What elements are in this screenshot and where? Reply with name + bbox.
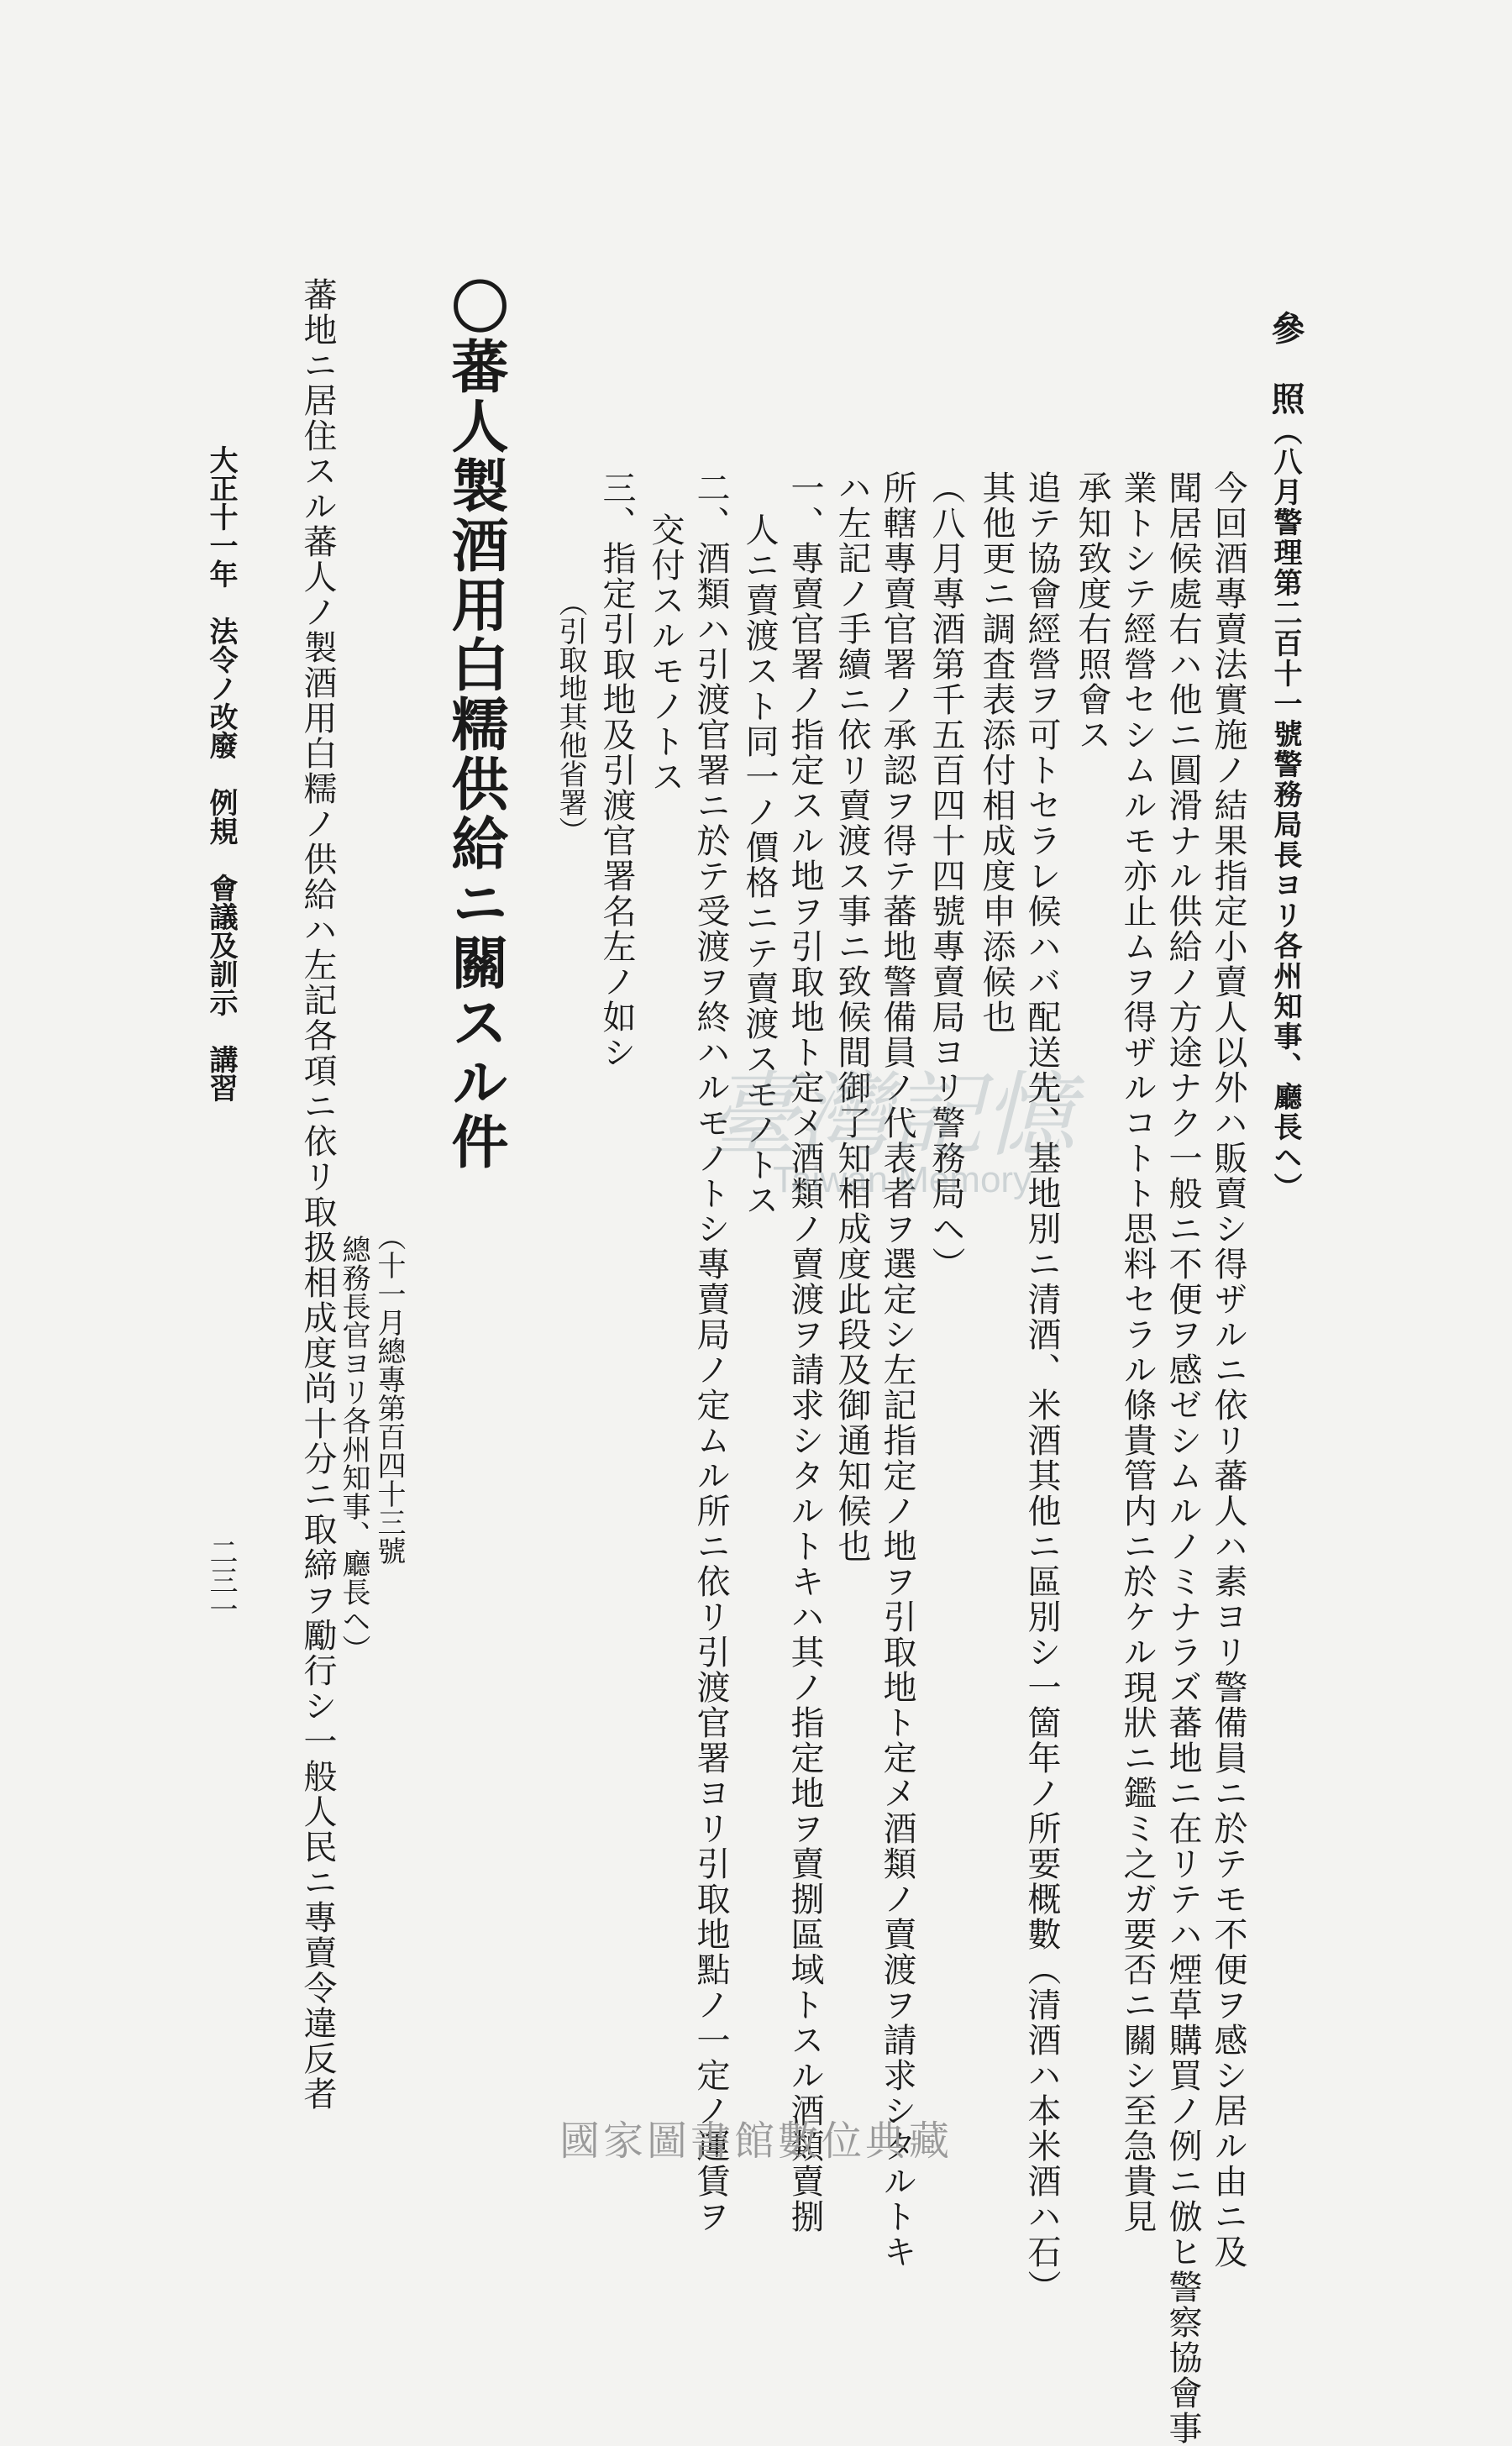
watermark-logo: 臺灣記憶 xyxy=(706,1062,1075,1169)
sanko-line-3: 業トシテ經營セシムルモ亦止ムヲ得ザルコトト思料セラル條貴管内ニ於ケル現狀ニ鑑ミ之ガ要否ニ關シ至急貴見 xyxy=(1118,470,1157,2234)
tsuchi-line-2: ハ左記ノ手續ニ依リ賣渡ス事ニ致候間御了知相成度此段及御通知候也 xyxy=(832,470,871,1564)
tsuchi-item-1: 一、專賣官署ノ指定スル地ヲ引取地ト定メ酒類ノ賣渡ヲ請求シタルトキハ其ノ指定地ヲ賣捌區域トスル酒類賣捌 xyxy=(785,470,824,2234)
running-head: 大正十一年 法令ノ改廢 例規 會議及訓示 講習 xyxy=(204,445,238,1102)
sanko-line-5: 追テ協會經營ヲ可トセラレ候ハバ配送先、基地別ニ清酒、米酒其他ニ區別シ一箇年ノ所要概數（清酒ハ本米酒ハ石） xyxy=(1022,470,1061,2305)
footer-collection-label: 國家圖書館數位典藏 xyxy=(559,2118,953,2165)
sanko-line-1: 今回酒專賣法實施ノ結果指定小賣人以外ハ販賣シ得ザルニ依リ蕃人ハ素ヨリ警備員ニ於テモ不便ヲ感シ居ル由ニ及 xyxy=(1209,470,1247,2270)
section-ref-2: 總務長官ヨリ各州知事、廳長ヘ） xyxy=(337,1235,370,1663)
tsuchi-item-2: 二、酒類ハ引渡官署ニ於テ受渡ヲ終ハルモノトシ專賣局ノ定ムル所ニ依リ引渡官署ヨリ引取地點ノ一定ノ運賃ヲ xyxy=(691,470,730,2234)
section-ref-1: （十一月總專第百四十三號 xyxy=(372,1222,406,1565)
page-number: 二三一 xyxy=(204,1537,238,1623)
tsuchi-item-2-cont: 交付スルモノトス xyxy=(646,512,685,795)
section-body-line-1: 蕃地ニ居住スル蕃人ノ製酒用白糯ノ供給ハ左記各項ニ依リ取扱相成度尚十分ニ取締ヲ勵行シ一般人民ニ專賣令違反者 xyxy=(298,277,337,2112)
tsuchi-ref: （八月專酒第千五百四十四號專賣局ヨリ警務局ヘ） xyxy=(927,470,965,1282)
sanko-heading xyxy=(1266,311,1305,1203)
section-title: 〇蕃人製酒用白糯供給ニ關スル件 xyxy=(442,277,509,1172)
watermark-subtext: Taiwan Memory xyxy=(773,1159,1032,1200)
sanko-ref: （八月警理第二百十一號警務局長ヨリ各州知事、廳長ヘ） xyxy=(1268,417,1302,1203)
sanko-line-4: 承知致度右照會ス xyxy=(1073,470,1111,753)
sanko-heading-text: 參 照 xyxy=(1266,311,1305,417)
sanko-line-2: 聞居候處右ハ他ニ圓滑ナル供給ノ方途ナク一般ニ不便ヲ感ゼシムルノミナラズ蕃地ニ在リテハ煙草購買ノ例ニ倣ヒ警察協會事 xyxy=(1163,470,1202,2446)
tsuchi-item-1-cont: 人ニ賣渡スト同一ノ價格ニテ賣渡スモノトス xyxy=(740,512,779,1218)
tsuchi-item-3: 三、指定引取地及引渡官署名左ノ如シ xyxy=(597,470,636,1070)
sanko-line-6: 其他更ニ調査表添付相成度申添候也 xyxy=(977,470,1016,1035)
tsuchi-item-3-note: （引取地其他省署） xyxy=(554,588,587,845)
tsuchi-line-1: 所轄專賣官署ノ承認ヲ得テ蕃地警備員ノ代表者ヲ選定シ左記指定ノ地ヲ引取地ト定メ酒類ノ賣渡ヲ請求シタルトキ xyxy=(878,470,916,2270)
